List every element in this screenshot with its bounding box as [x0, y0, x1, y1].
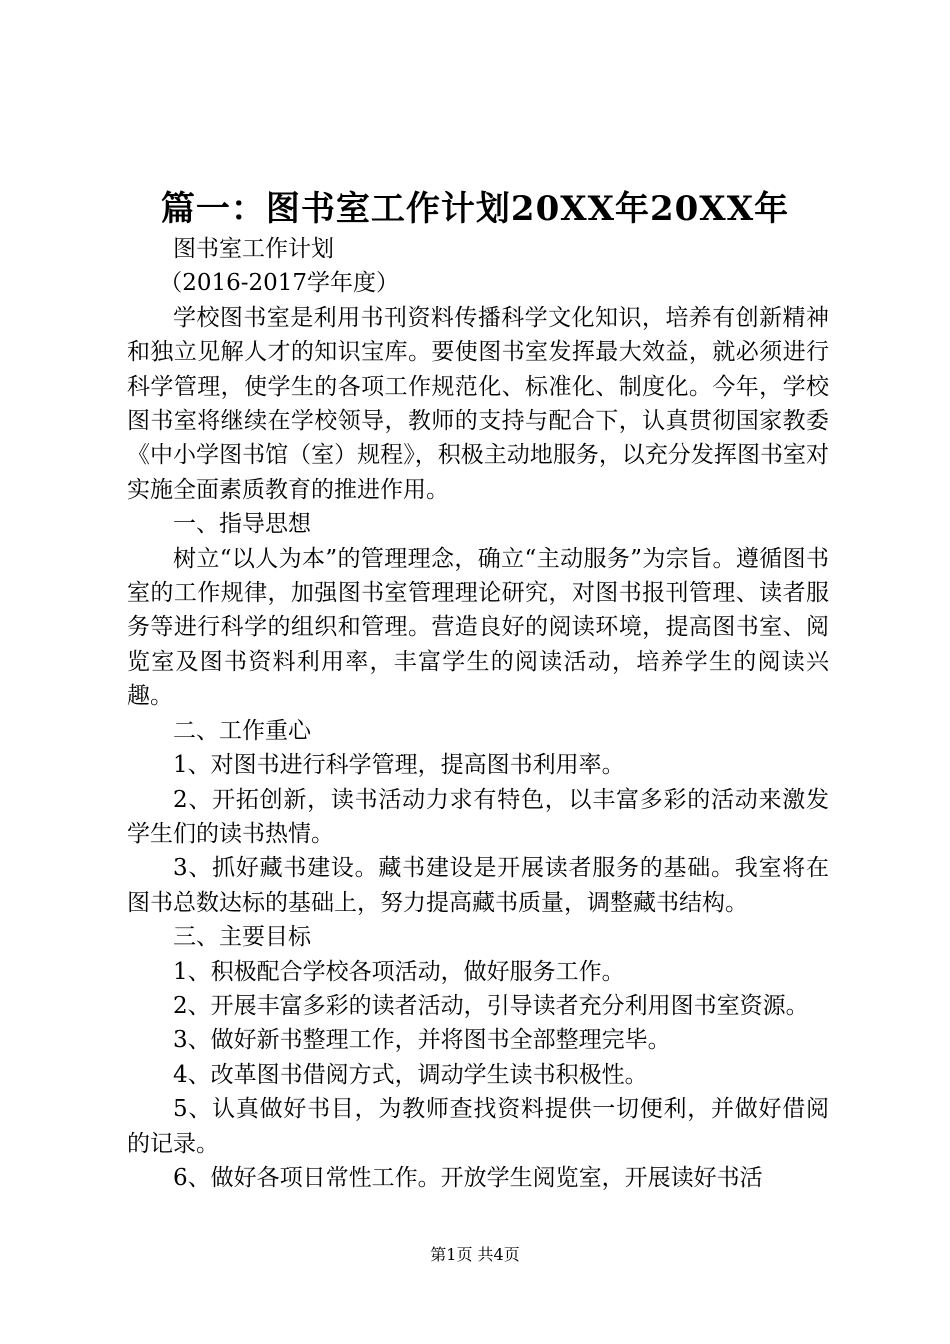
work-focus-item-3: 3、抓好藏书建设。藏书建设是开展读者服务的基础。我室将在图书总数达标的基础上，努力提高藏书质量，调整藏书结构。: [127, 855, 829, 916]
page-number-footer: 第1页 共4页: [430, 1245, 520, 1264]
section-heading-guiding-thought: 一、指导思想: [173, 511, 311, 538]
main-goal-item-5: 5、认真做好书目，为教师查找资料提供一切便利，并做好借阅的记录。: [127, 1096, 829, 1157]
intro-paragraph: 学校图书室是利用书刊资料传播科学文化知识，培养有创新精神和独立见解人才的知识宝库。要使图书室发挥最大效益，就必须进行科学管理，使学生的各项工作规范化、标准化、制度化。今年，学校图书室将继续在学校领导，教师的支持与配合下，认真贯彻国家教委《中小学图书馆（室）规程》，积极主动地服务，以充分发挥图书室对实施全面素质教育的推进作用。: [127, 304, 829, 503]
document-body: [127, 232, 829, 1195]
main-goal-item-1: 1、积极配合学校各项活动，做好服务工作。: [173, 958, 625, 985]
main-goal-item-4: 4、改革图书借阅方式，调动学生读书积极性。: [173, 1061, 648, 1088]
document-title: 篇一：图书室工作计划20XX年20XX年: [160, 189, 790, 229]
plan-heading: 图书室工作计划: [173, 236, 334, 262]
section-heading-work-focus: 二、工作重心: [173, 717, 311, 744]
guiding-thought-paragraph: 树立“以人为本”的管理理念，确立“主动服务”为宗旨。遵循图书室的工作规律，加强图书室管理理论研究，对图书报刊管理、读者服务等进行科学的组织和管理。营造良好的阅读环境，提高图书室、阅览室及图书资料利用率，丰富学生的阅读活动，培养学生的阅读兴趣。: [127, 545, 829, 710]
main-goal-item-3: 3、做好新书整理工作，并将图书全部整理完毕。: [173, 1027, 671, 1054]
section-heading-main-goals: 三、主要目标: [173, 924, 311, 951]
work-focus-item-1: 1、对图书进行科学管理，提高图书利用率。: [173, 752, 625, 779]
school-year-line: （2016-2017学年度）: [159, 270, 400, 297]
work-focus-item-2: 2、开拓创新，读书活动力求有特色，以丰富多彩的活动来激发学生们的读书热情。: [127, 786, 829, 847]
main-goal-item-2: 2、开展丰富多彩的读者活动，引导读者充分利用图书室资源。: [173, 992, 809, 1019]
main-goal-item-6: 6、做好各项日常性工作。开放学生阅览室，开展读好书活: [173, 1164, 763, 1191]
